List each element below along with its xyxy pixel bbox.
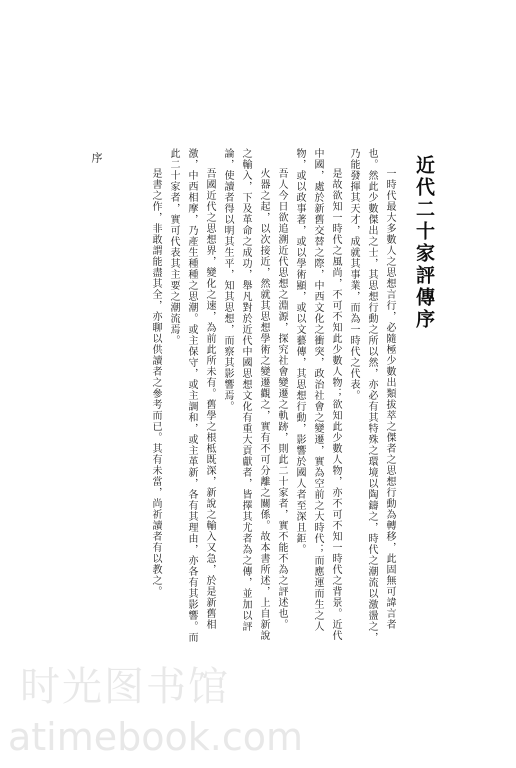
paragraph: 一時代最大多數人之思想言行，必隨極少數出類拔萃之傑者之思想行動為轉移，此固無可諱言者也。然此少數傑出之士，其思想行動之所以然，亦必有其特殊之環境以陶鑄之，時代之潮流以激盪之，乃能發揮其天才，成就其事業，而為一時代之代表。 <box>348 148 395 643</box>
page-title: 近代二十家評傳序 <box>413 155 435 331</box>
body-text <box>108 148 398 648</box>
watermark-chinese: 时光图书馆 <box>20 664 230 710</box>
watermark-url: atimebook.com <box>8 715 304 759</box>
paragraph: 是故欲知一時代之風尚，不可不知此少數人物；欲知此少數人物，亦不可不知一時代之背景。近代中國，處於新舊交替之際，中西文化之衝突，政治社會之變遷，實為空前之大時代；而應運而生之人物，或以政事著，或以學術顯，或以文藝傳，其思想行動，影響於國人者至深且鉅。 <box>294 148 341 641</box>
paragraph: 吾國近代之思想界，變化之速，為前此所未有。舊學之根柢既深，新說之輸入又急，於是新舊相激，中西相摩，乃產生種種之思潮。或主保守，或主調和，或主革新，各有其理由，亦各有其影響。而此二十家者，實可代表其主要之潮流焉。 <box>168 148 215 643</box>
paragraph: 是書之作，非敢謂能盡其全，亦聊以供讀者之參考而已。其有未當，尚祈讀者有以教之。 <box>150 168 161 597</box>
section-label: 序 <box>90 152 103 163</box>
paragraph: 火器之起，以次接近，然就其思想學術之變遷觀之，實有不可分離之關係。故本書所述，上自新說之輸入，下及革命之成功，舉凡對於近代中國思想文化有重大貢獻者，皆擇其尤者為之傳，並加以評論，使讀者得以明其生平，知其思想，而察其影響焉。 <box>222 148 269 641</box>
paragraph: 吾人今日欲追溯近代思想之淵源，探究社會變遷之軌跡，則此二十家者，實不能不為之評述也。 <box>276 168 287 630</box>
